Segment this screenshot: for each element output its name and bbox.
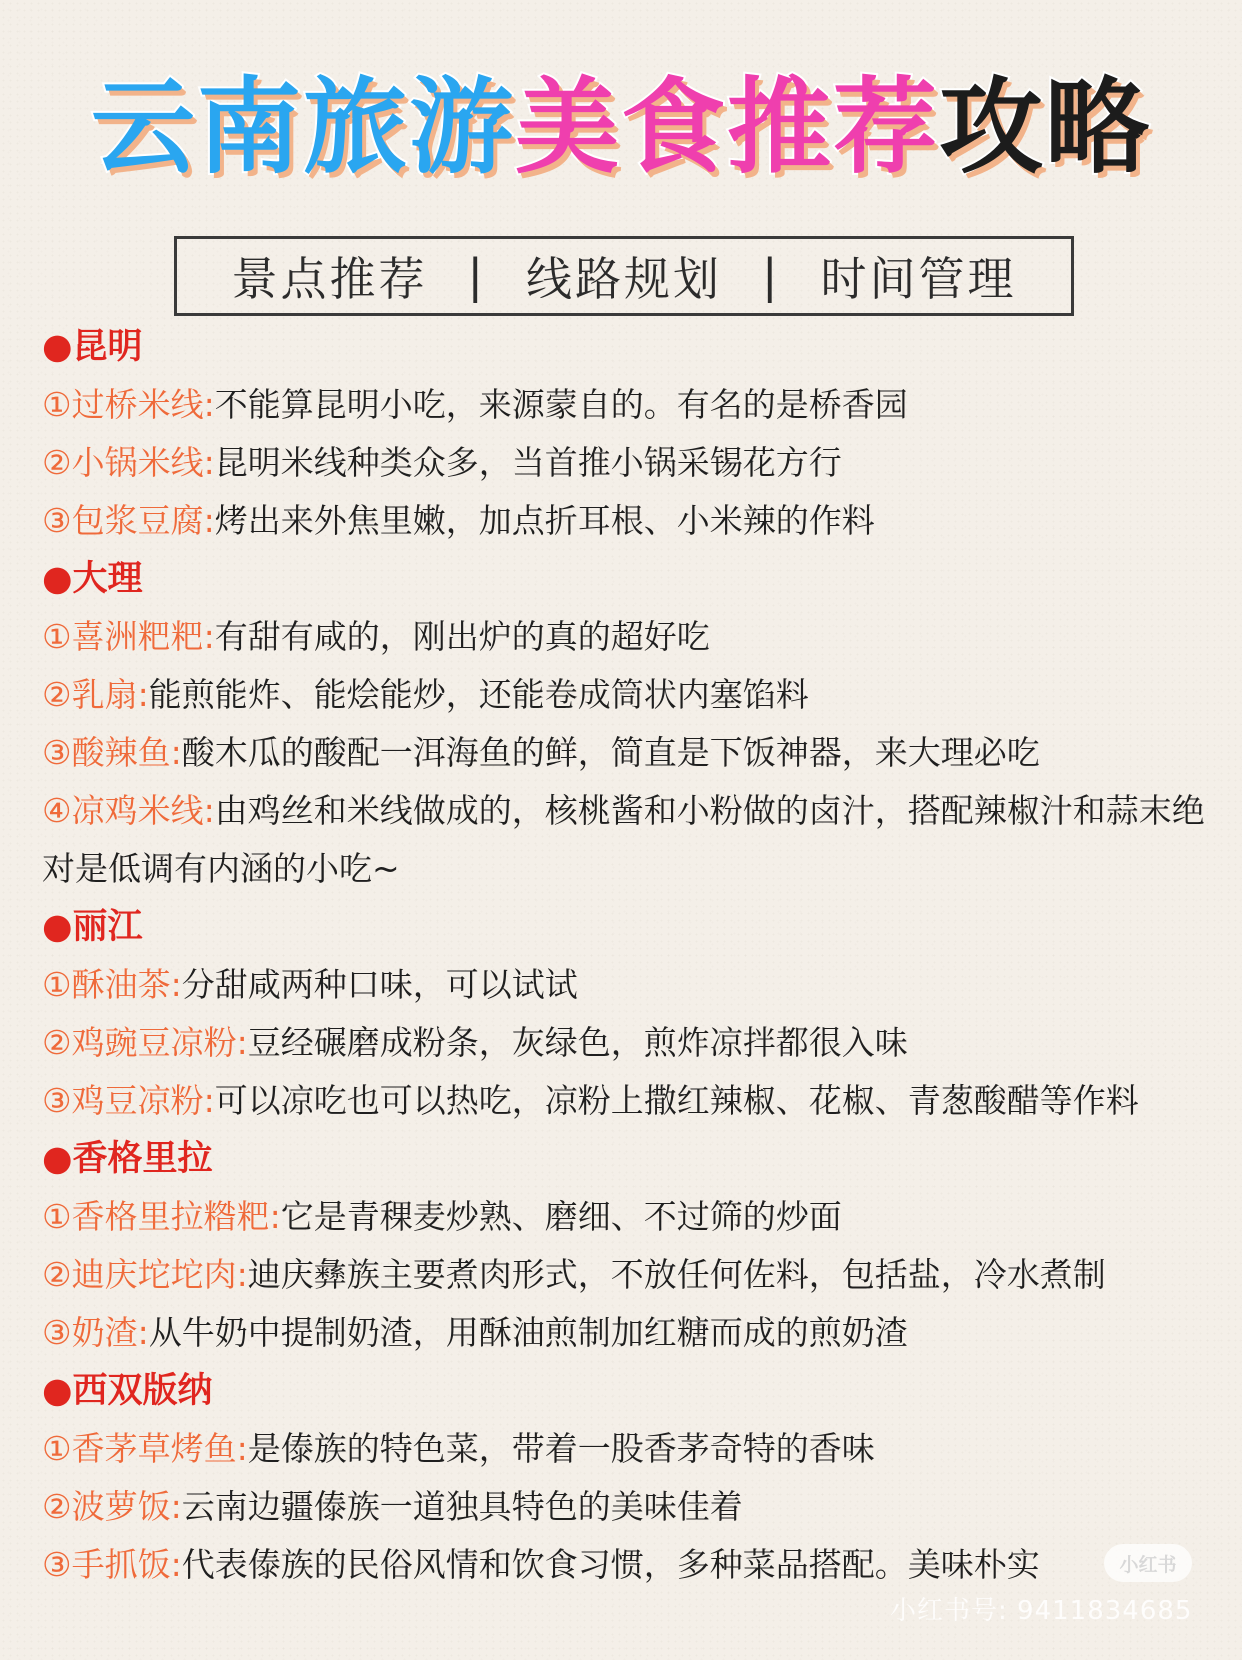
list-item	[42, 376, 1212, 434]
title-part-1: 云南旅游	[90, 66, 515, 188]
item-description: 能煎能炸、能烩能炒，还能卷成筒状内塞馅料	[148, 675, 809, 714]
list-item	[42, 1304, 1212, 1362]
item-description: 它是青稞麦炒熟、磨细、不过筛的炒面	[280, 1197, 842, 1236]
list-item	[42, 666, 1212, 724]
item-name: 过桥米线:	[71, 385, 215, 424]
item-description: 迪庆彝族主要煮肉形式，不放任何佐料，包括盐，冷水煮制	[247, 1255, 1106, 1294]
item-description: 代表傣族的民俗风情和饮食习惯，多种菜品搭配。美味朴实	[181, 1545, 1040, 1584]
item-name: 波萝饭:	[71, 1487, 182, 1526]
item-description: 酸木瓜的酸配一洱海鱼的鲜，简直是下饭神器，来大理必吃	[181, 733, 1040, 772]
item-name: 包浆豆腐:	[71, 501, 215, 540]
list-item	[42, 1014, 1212, 1072]
tab-attractions: 景点推荐	[231, 252, 428, 306]
item-name: 香茅草烤鱼:	[71, 1429, 248, 1468]
item-number: ④	[42, 791, 72, 830]
item-number: ②	[42, 675, 72, 714]
title-part-2: 美食推荐	[514, 66, 939, 188]
list-item	[42, 1072, 1212, 1130]
item-number: ①	[42, 1429, 72, 1468]
item-name: 凉鸡米线:	[71, 791, 215, 830]
item-description: 烤出来外焦里嫩，加点折耳根、小米辣的作料	[214, 501, 875, 540]
list-item	[42, 782, 1212, 898]
item-description: 是傣族的特色菜，带着一股香茅奇特的香味	[247, 1429, 875, 1468]
tab-route-planning: 线路规划	[526, 252, 722, 306]
watermark: 小红书号: 9411834685	[890, 1596, 1193, 1626]
item-name: 小锅米线:	[71, 443, 215, 482]
city-heading: ●西双版纳	[42, 1371, 213, 1411]
list-item	[42, 434, 1212, 492]
item-name: 喜洲粑粑:	[71, 617, 215, 656]
tab-separator: |	[762, 249, 781, 303]
item-description: 不能算昆明小吃，来源蒙自的。有名的是桥香园	[214, 385, 908, 424]
item-description: 由鸡丝和米线做成的，核桃酱和小粉做的卤汁，搭配辣椒汁和蒜末绝对是低调有内涵的小吃~	[42, 791, 1205, 888]
item-number: ①	[42, 1197, 72, 1236]
tab-separator: |	[467, 249, 486, 303]
topic-tabs-box	[174, 236, 1074, 316]
tab-time-management: 时间管理	[820, 252, 1017, 306]
item-name: 酥油茶:	[71, 965, 182, 1004]
item-number: ②	[42, 1487, 72, 1526]
list-item	[42, 956, 1212, 1014]
item-description: 分甜咸两种口味，可以试试	[181, 965, 578, 1004]
item-number: ②	[42, 1255, 72, 1294]
city-heading: ●香格里拉	[42, 1139, 213, 1179]
item-name: 香格里拉糌粑:	[71, 1197, 281, 1236]
item-number: ③	[42, 1081, 72, 1120]
item-number: ③	[42, 1313, 72, 1352]
list-item	[42, 724, 1212, 782]
item-description: 从牛奶中提制奶渣，用酥油煎制加红糖而成的煎奶渣	[148, 1313, 908, 1352]
food-list	[42, 318, 1212, 1594]
item-name: 鸡豆凉粉:	[71, 1081, 215, 1120]
item-description: 可以凉吃也可以热吃，凉粉上撒红辣椒、花椒、青葱酸醋等作料	[214, 1081, 1139, 1120]
page-title	[0, 62, 1242, 192]
title-part-3: 攻略	[939, 66, 1152, 188]
item-number: ③	[42, 501, 72, 540]
list-item	[42, 1246, 1212, 1304]
list-item	[42, 492, 1212, 550]
item-description: 昆明米线种类众多，当首推小锅采锡花方行	[214, 443, 842, 482]
item-name: 乳扇:	[71, 675, 149, 714]
city-heading: ●大理	[42, 559, 143, 599]
list-item	[42, 1188, 1212, 1246]
list-item	[42, 1536, 1212, 1594]
item-number: ③	[42, 1545, 72, 1584]
item-name: 迪庆坨坨肉:	[71, 1255, 248, 1294]
item-name: 鸡豌豆凉粉:	[71, 1023, 248, 1062]
xiaohongshu-logo: 小红书	[1104, 1544, 1192, 1582]
list-item	[42, 608, 1212, 666]
item-number: ①	[42, 965, 72, 1004]
item-description: 有甜有咸的，刚出炉的真的超好吃	[214, 617, 710, 656]
item-number: ②	[42, 443, 72, 482]
item-description: 豆经碾磨成粉条，灰绿色，煎炸凉拌都很入味	[247, 1023, 908, 1062]
item-name: 奶渣:	[71, 1313, 149, 1352]
item-description: 云南边疆傣族一道独具特色的美味佳着	[181, 1487, 743, 1526]
item-number: ③	[42, 733, 72, 772]
city-heading: ●丽江	[42, 907, 143, 947]
list-item	[42, 1420, 1212, 1478]
list-item	[42, 1478, 1212, 1536]
item-number: ①	[42, 385, 72, 424]
city-heading: ●昆明	[42, 327, 143, 367]
item-number: ②	[42, 1023, 72, 1062]
item-name: 手抓饭:	[71, 1545, 182, 1584]
item-name: 酸辣鱼:	[71, 733, 182, 772]
item-number: ①	[42, 617, 72, 656]
